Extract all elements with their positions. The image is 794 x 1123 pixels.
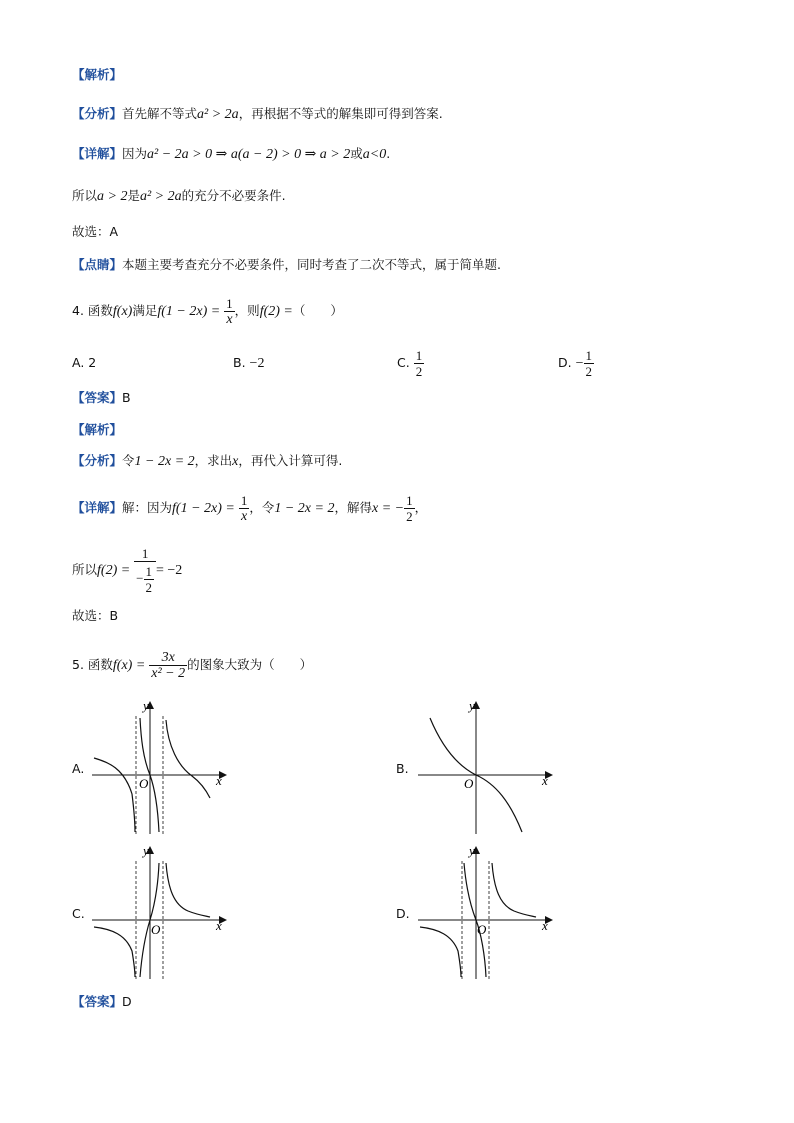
q4-answer-tag: 【答案】 (72, 390, 123, 405)
q4-fenxi-c: ，再代入计算可得. (238, 453, 343, 468)
q4-satisfies: 满足 (132, 303, 158, 318)
q4-suoyi-frac-den (134, 562, 156, 595)
y-label: y (469, 843, 475, 858)
q4-choice: 故选：B (72, 608, 119, 623)
curve-left (420, 927, 461, 977)
q5-option-a-label: A. (72, 761, 85, 776)
y-label: y (469, 698, 475, 713)
q4-option-d-num: 1 (585, 348, 592, 363)
curve-right (166, 720, 210, 798)
q4-suoyi-line (72, 542, 182, 599)
q5-graph-a (88, 698, 236, 838)
q3-fenxi-line (72, 105, 443, 124)
q4-xiangjie-x-frac (404, 493, 415, 524)
xiangjie-tag: 【详解】 (72, 146, 123, 161)
q4-option-b-value: −2 (249, 356, 265, 371)
curve-right (492, 863, 536, 917)
dianjing-text: 本题主要考查充分不必要条件，同时考查了二次不等式，属于简单题. (122, 257, 501, 272)
q4-suoyi-inner-num: 1 (145, 564, 153, 579)
q4-xiangjie-tag: 【详解】 (72, 500, 123, 515)
origin-label: O (139, 776, 149, 791)
q4-xiangjie-x-den: 2 (406, 509, 413, 524)
q4-option-a (72, 354, 96, 372)
q4-suoyi-den-sign: − (136, 570, 144, 586)
q4-suoyi: 所以 (72, 562, 98, 577)
q5-graph-c (88, 843, 236, 983)
origin-label: O (464, 776, 474, 791)
q4-xiangjie-a: 解：因为 (122, 500, 173, 515)
q4-fenxi-math: 1 − 2x = 2 (134, 454, 195, 469)
analysis-heading: 【解析】 (72, 67, 123, 82)
xiangjie-math2: a<0 (362, 147, 387, 162)
q4-suoyi-result: = −2 (156, 563, 183, 578)
q4-xiangjie-frac-num: 1 (240, 493, 248, 508)
q4-xiangjie-x: x = − (371, 501, 405, 516)
q4-xiangjie-lhs: f(1 − 2x) = (172, 501, 235, 516)
x-label: x (216, 918, 222, 933)
q4-xiangjie-eq: 1 − 2x = 2 (274, 501, 335, 516)
q4-fx: f(x) (112, 304, 133, 319)
q4-suoyi-f2: f(2) = (97, 563, 131, 578)
q4-option-a-label: A. 2 (72, 355, 97, 370)
q5-option-c-label: C. (72, 906, 85, 921)
q3-choice: 故选：A (72, 224, 119, 239)
q4-number: 4. 函数 (72, 303, 113, 318)
dianjing-tag: 【点睛】 (72, 257, 123, 272)
q4-xiangjie-frac (239, 493, 250, 524)
q5-answer-line (72, 993, 132, 1011)
fenxi-text-a: 首先解不等式 (122, 106, 198, 121)
q4-option-b-label: B. (233, 355, 246, 370)
q4-lhs: f(1 − 2x) = (157, 304, 221, 319)
q4-xiangjie-line (72, 490, 427, 527)
suoyi-m1: a > 2 (97, 189, 128, 204)
q4-answer-line (72, 389, 131, 407)
q5-stem (72, 646, 312, 685)
q4-suoyi-frac-num: 1 (134, 546, 156, 562)
q4-suoyi-inner-den: 2 (145, 580, 153, 595)
suoyi-a: 所以 (72, 188, 98, 203)
x-label: x (542, 918, 548, 933)
q4-fenxi-x: x (232, 454, 239, 469)
x-label: x (542, 773, 548, 788)
suoyi-b: 是 (127, 188, 140, 203)
q4-option-c-den: 2 (415, 364, 423, 379)
xiangjie-text-a: 因为 (122, 146, 148, 161)
q4-xiangjie-ling: ，令 (249, 500, 275, 515)
q4-jiexi-tag: 【解析】 (72, 422, 123, 437)
q4-xiangjie-x-num: 1 (406, 493, 413, 508)
q4-then: ，则 (234, 303, 260, 318)
q4-option-c-label: C. (397, 355, 410, 370)
y-label: y (143, 698, 149, 713)
origin-label: O (477, 922, 487, 937)
q5-number: 5. 函数 (72, 657, 113, 672)
q4-fenxi-line (72, 452, 342, 471)
q4-xiangjie-comma: ， (414, 500, 428, 515)
curve-left (94, 758, 135, 832)
q5-fx: f(x) = (112, 658, 146, 673)
q4-option-c-num: 1 (415, 348, 423, 363)
q5-graph-b (414, 698, 562, 838)
q4-fenxi-b: ，求出 (194, 453, 233, 468)
curve-right (166, 863, 210, 917)
q4-xiangjie-jie: ，解得 (334, 500, 372, 515)
q4-option-d-den: 2 (585, 364, 592, 379)
xiangjie-end: . (386, 146, 391, 161)
q4-stem (72, 294, 343, 329)
q4-suoyi-inner-frac (144, 564, 155, 595)
q4-suoyi-frac (134, 546, 156, 595)
q4-xiangjie-frac-den: x (240, 509, 248, 524)
q4-option-d-sign: − (575, 356, 584, 371)
xiangjie-math: a² − 2a > 0 ⇒ a(a − 2) > 0 ⇒ a > 2 (147, 147, 351, 162)
q4-frac-num: 1 (226, 296, 233, 311)
q3-dianjing-line (72, 256, 501, 274)
q5-fraction (149, 650, 187, 681)
q5-option-d-label: D. (396, 906, 410, 921)
q3-xiangjie-line (72, 145, 390, 164)
fenxi-inequality: a² > 2a (197, 107, 239, 122)
q4-fraction (224, 296, 235, 327)
curve-left (94, 927, 135, 977)
origin-label: O (151, 922, 161, 937)
xiangjie-or: 或 (350, 146, 363, 161)
suoyi-c: 的充分不必要条件. (181, 188, 286, 203)
q4-option-b (233, 354, 264, 373)
q5-frac-num: 3x (149, 650, 187, 666)
q5-answer: D (122, 994, 132, 1009)
q4-option-d-frac (584, 348, 595, 379)
q5-desc: 的图象大致为（ ） (187, 657, 313, 672)
q5-graph-d (414, 843, 562, 983)
y-label: y (143, 843, 149, 858)
suoyi-m2: a² > 2a (139, 189, 182, 204)
q4-option-d (558, 346, 594, 381)
q4-option-c-frac (414, 348, 425, 379)
x-label: x (216, 773, 222, 788)
q4-frac-den: x (226, 312, 233, 327)
q4-fenxi-tag: 【分析】 (72, 453, 123, 468)
q4-target: f(2) = (259, 304, 293, 319)
q4-paren: （ ） (292, 303, 343, 318)
q4-option-d-label: D. (558, 355, 572, 370)
q5-answer-tag: 【答案】 (72, 994, 123, 1009)
q4-answer: B (122, 390, 131, 405)
q4-fenxi-a: 令 (122, 453, 135, 468)
fenxi-text-b: ，再根据不等式的解集即可得到答案. (238, 106, 443, 121)
q5-option-b-label: B. (396, 761, 409, 776)
q3-conclusion-line (72, 187, 286, 206)
q4-option-c (397, 346, 424, 380)
fenxi-tag: 【分析】 (72, 106, 123, 121)
q5-frac-den: x² − 2 (151, 666, 186, 681)
